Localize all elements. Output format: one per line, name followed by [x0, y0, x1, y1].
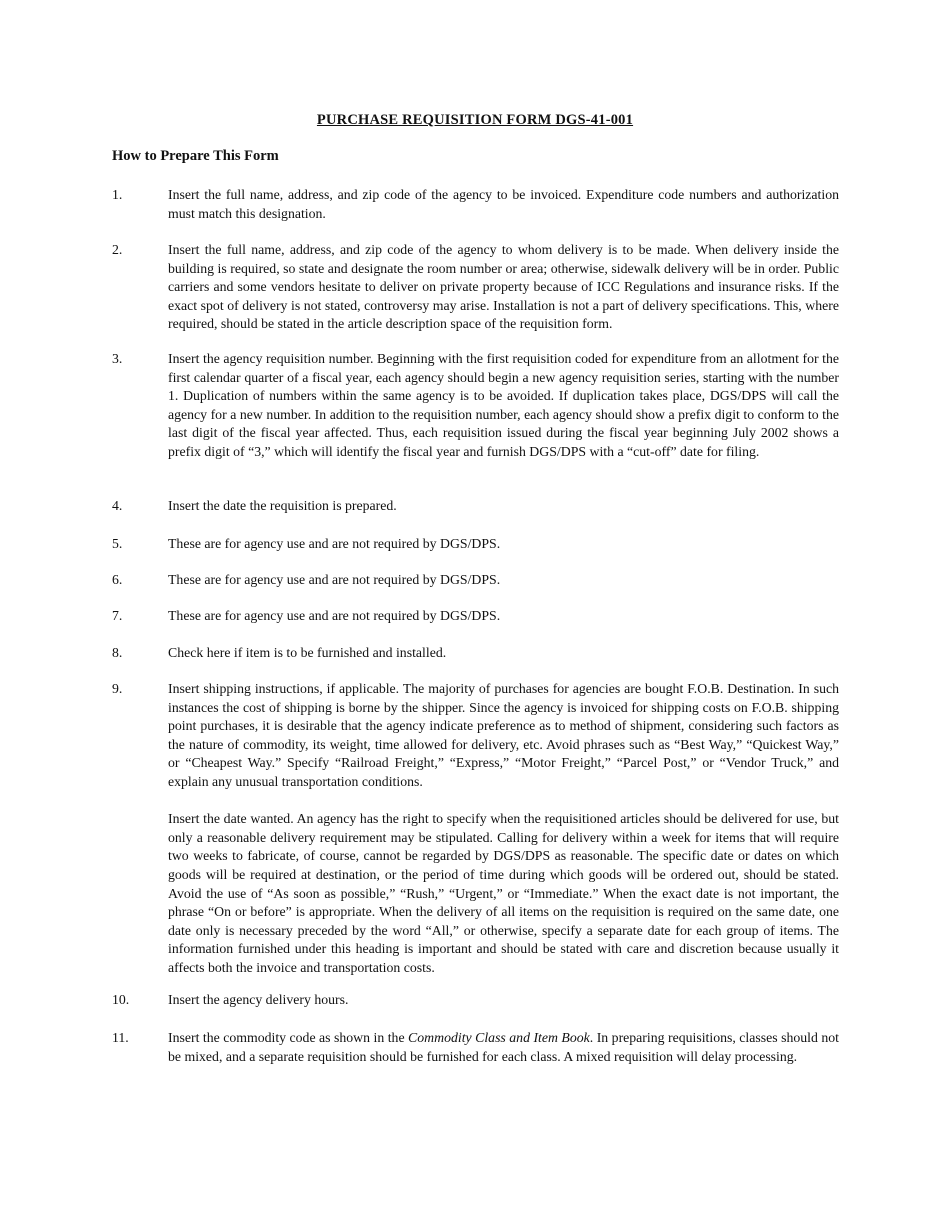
item-text: Insert the date the requisition is prepared.: [168, 498, 397, 513]
item-number: 3.: [112, 351, 123, 366]
item-number: 10.: [112, 992, 130, 1007]
item-number: 11.: [112, 1030, 129, 1045]
item-text: Insert the agency delivery hours.: [168, 992, 349, 1007]
item-text-continued: Insert the date wanted. An agency has the right to specify when the requisitioned articles should be delivered for use, but only a reasonable delivery requirement may be stipulated. Calling for delivery within a week for items that will require two weeks to fabricate, of course, cannot be regarded by DGS/DPS as reasonable. The specific date or dates on which goods will be required at destination, or the period of time during which goods will be ordered out, should be stated. Avoid the use of “As soon as possible,” “Rush,” “Urgent,” or “Immediate.” When the exact date is not important, the phrase “On or before” is appropriate. When the delivery of all items on the requisition is required on the same date, one date only is necessary preceded by the word “All,” or otherwise, specify a separate date for each group of items. The information furnished under this heading is important and should be stated with care and discretion because usually it affects both the invoice and transportation costs.: [168, 811, 839, 975]
item-text: These are for agency use and are not required by DGS/DPS.: [168, 536, 501, 551]
item-number: 9.: [112, 681, 123, 696]
item-number: 2.: [112, 242, 123, 257]
item-text: [168, 1029, 839, 1066]
item-text: Insert the agency requisition number. Beginning with the first requisition coded for expenditure from an allotment for the first calendar quarter of a fiscal year, each agency should begin a new agency requisition series, starting with the number 1. Duplication of numbers within the same agency is to be avoided. If duplication takes place, DGS/DPS will call the agency for a new number. In addition to the requisition number, each agency should show a prefix digit to conform to the last digit of the fiscal year affected. Thus, each requisition issued during the fiscal year beginning July 2002 shows a prefix digit of “3,” which will identify the fiscal year and furnish DGS/DPS with a “cut-off” date for filing.: [168, 351, 839, 459]
item-number: 8.: [112, 645, 123, 660]
item-number: 6.: [112, 572, 123, 587]
item-text: These are for agency use and are not required by DGS/DPS.: [168, 608, 501, 623]
item-number: 5.: [112, 536, 123, 551]
document-title: PURCHASE REQUISITION FORM DGS-41-001: [316, 112, 634, 128]
item-number: 7.: [112, 608, 123, 623]
item-text-end: . In preparing requisitions, classes should not be mixed, and a separate requisition should be furnished for each class. A mixed requisition will delay processing.: [168, 1030, 839, 1064]
item-text: Insert the full name, address, and zip code of the agency to whom delivery is to be made. When delivery inside the building is required, so state and designate the room number or area; otherwise, sidewalk delivery will be in order. Public carriers and some vendors hesitate to deliver on private property because of ICC Regulations and insurance risks. If the exact spot of delivery is not stated, controversy may arise. Installation is not a part of delivery specifications. This, where required, should be stated in the article description space of the requisition form.: [168, 242, 839, 332]
item-text: Insert shipping instructions, if applicable. The majority of purchases for agencies are bought F.O.B. Destination. In such instances the cost of shipping is borne by the shipper. Since the agency is invoiced for shipping costs on F.O.B. shipping point purchases, it is desirable that the agency indicate preference as to method of shipment, considering such factors as the nature of commodity, its weight, time allowed for delivery, etc. Avoid phrases such as “Best Way,” “Quickest Way,” or “Cheapest Way.” Specify “Railroad Freight,” “Express,” “Motor Freight,” “Parcel Post,” or “Vendor Truck,” and explain any unusual transportation conditions.: [168, 681, 839, 789]
item-text-start: Insert the commodity code as shown in the: [168, 1030, 409, 1045]
book-title: Commodity Class and Item Book: [408, 1030, 590, 1045]
section-heading: How to Prepare This Form: [112, 148, 279, 164]
item-text: These are for agency use and are not required by DGS/DPS.: [168, 572, 501, 587]
item-text: Check here if item is to be furnished and installed.: [168, 645, 447, 660]
item-number: 4.: [112, 498, 123, 513]
item-number: 1.: [112, 187, 123, 202]
item-text: Insert the full name, address, and zip code of the agency to be invoiced. Expenditure code numbers and authorization must match this designation.: [168, 187, 839, 221]
